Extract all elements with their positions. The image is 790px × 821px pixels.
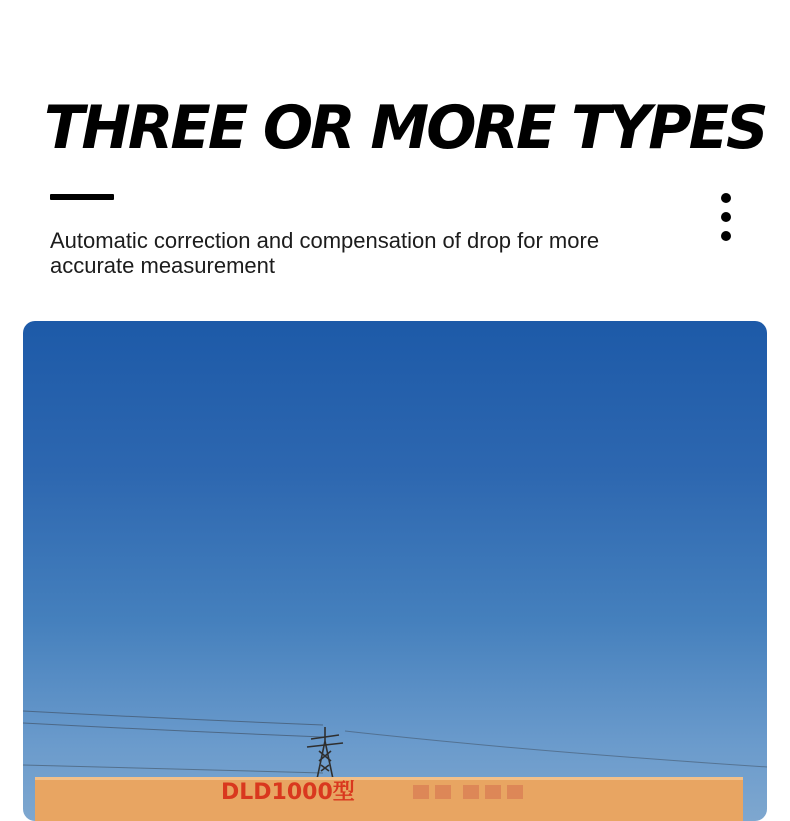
photo-scene: [23, 321, 767, 821]
power-line: [23, 765, 323, 773]
power-line: [345, 731, 767, 767]
sign-glyph: [507, 785, 523, 799]
power-line: [23, 723, 323, 737]
subtitle: Automatic correction and compensation of drop for more accurate measurement: [50, 228, 600, 278]
power-line: [23, 711, 323, 725]
dot: [721, 193, 731, 203]
sign-glyph: [413, 785, 429, 799]
product-photo: [23, 321, 767, 821]
transmission-tower-icon: [307, 727, 343, 779]
sign-glyph: [435, 785, 451, 799]
sign-glyph: [463, 785, 479, 799]
headline: THREE OR MORE TYPES: [44, 93, 766, 163]
dot: [721, 212, 731, 222]
accent-bar: [50, 194, 114, 200]
sign-board: [35, 777, 743, 821]
dot: [721, 231, 731, 241]
sign-text: DLD1000型: [221, 780, 355, 805]
sign-glyph: [485, 785, 501, 799]
more-vertical-icon[interactable]: [719, 191, 733, 245]
sign-edge: [35, 777, 743, 780]
